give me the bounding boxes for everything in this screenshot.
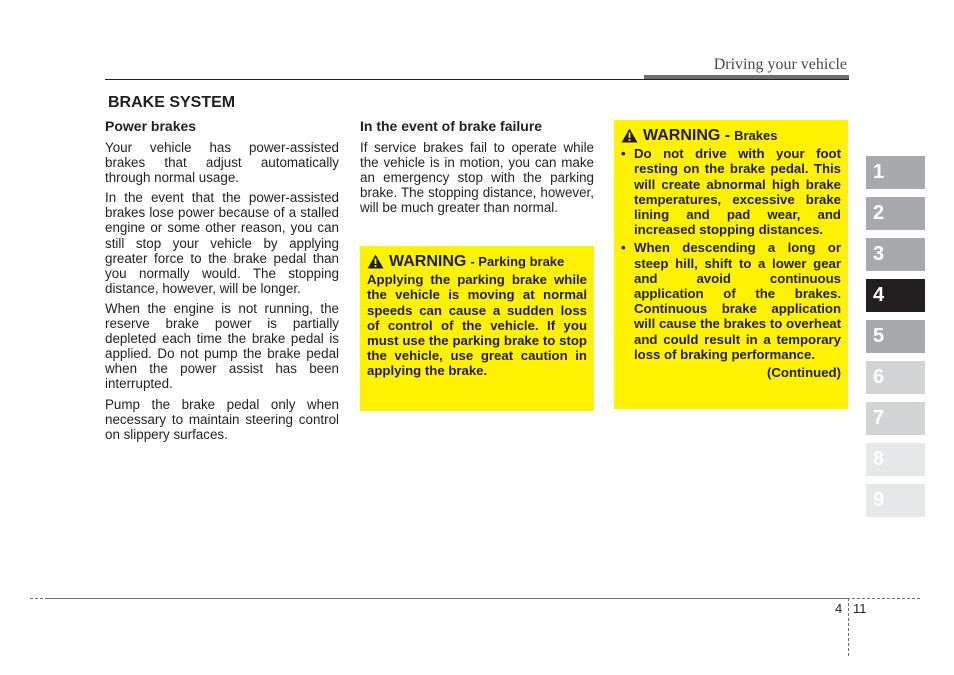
section-title: BRAKE SYSTEM (108, 94, 236, 111)
column-brake-failure (360, 118, 594, 220)
warning-list-item (621, 146, 841, 237)
warning-text: Applying the parking brake while the vehicle is moving at normal speeds can cause a sudden loss of control of the vehicle. If you must use the parking brake to stop the vehicle, use great caution in applying the brake. (367, 272, 587, 379)
brake-failure-heading: In the event of brake failure (360, 118, 543, 134)
warning-header (367, 254, 587, 269)
chapter-tab-5[interactable]: 5 (866, 320, 925, 353)
header-title: Driving your vehicle (713, 56, 847, 73)
warning-triangle-icon (367, 254, 384, 269)
chapter-tab-9[interactable]: 9 (866, 484, 925, 517)
power-brakes-paragraph: Pump the brake pedal only when necessary to maintain steering control on slippery surfaces. (105, 396, 339, 442)
chapter-tab-2[interactable]: 2 (866, 197, 925, 230)
warning-list (621, 146, 841, 362)
warning-item-text: Do not drive with your foot resting on the brake pedal. This will create abnormal high brake temperatures, excessive brake lining and pad wear, and increased stopping distances. (634, 146, 841, 238)
header-rule (105, 79, 849, 80)
warning-header (621, 128, 841, 143)
warning-list-item (621, 240, 841, 362)
warning-subtitle: - Parking brake (470, 254, 565, 269)
page-number: 11 (853, 601, 867, 616)
warning-subtitle: Brakes (734, 128, 778, 143)
footer-rule (45, 598, 848, 599)
chapter-tab-7[interactable]: 7 (866, 402, 925, 435)
chapter-tabs (866, 156, 925, 525)
warning-item-text: When descending a long or steep hill, shift to a lower gear and avoid continuous application of the brakes. Continuous brake application will cause the brakes to overheat and could result in a temporary loss of braking performance. (634, 240, 841, 362)
power-brakes-heading: Power brakes (105, 118, 197, 134)
bullet: • (621, 240, 626, 256)
chapter-tab-3[interactable]: 3 (866, 238, 925, 271)
power-brakes-paragraph: When the engine is not running, the reserve brake power is partially depleted each time the brake pedal is applied. Do not pump the brake pedal when the power assist has been interrupted. (105, 300, 339, 392)
warning-label: WARNING - (643, 127, 731, 144)
warning-triangle-icon (621, 128, 638, 143)
continued-label: (Continued) (767, 365, 841, 381)
chapter-tab-8[interactable]: 8 (866, 443, 925, 476)
footer-divider (848, 598, 849, 656)
brake-failure-paragraph: If service brakes fail to operate while the vehicle is in motion, you can make an emergency stop with the parking brake. The stopping distance, however, will be much greater than normal. (360, 140, 594, 216)
power-brakes-paragraph: Your vehicle has power-assisted brakes that adjust automatically through normal usage. (105, 140, 339, 186)
warning-box-parking-brake (360, 246, 594, 411)
warning-label: WARNING (389, 253, 467, 270)
power-brakes-paragraph: In the event that the power-assisted brakes lose power because of a stalled engine or some other reason, you can still stop your vehicle by applying greater force to the brake pedal than you normally would. The stopping distance, however, will be longer. (105, 190, 339, 296)
bullet: • (621, 146, 626, 162)
chapter-tab-1[interactable]: 1 (866, 156, 925, 189)
page-chapter-number: 4 (835, 601, 843, 616)
chapter-tab-4[interactable]: 4 (866, 279, 925, 312)
warning-box-brakes (614, 120, 848, 409)
column-power-brakes (105, 118, 339, 447)
chapter-tab-6[interactable]: 6 (866, 361, 925, 394)
